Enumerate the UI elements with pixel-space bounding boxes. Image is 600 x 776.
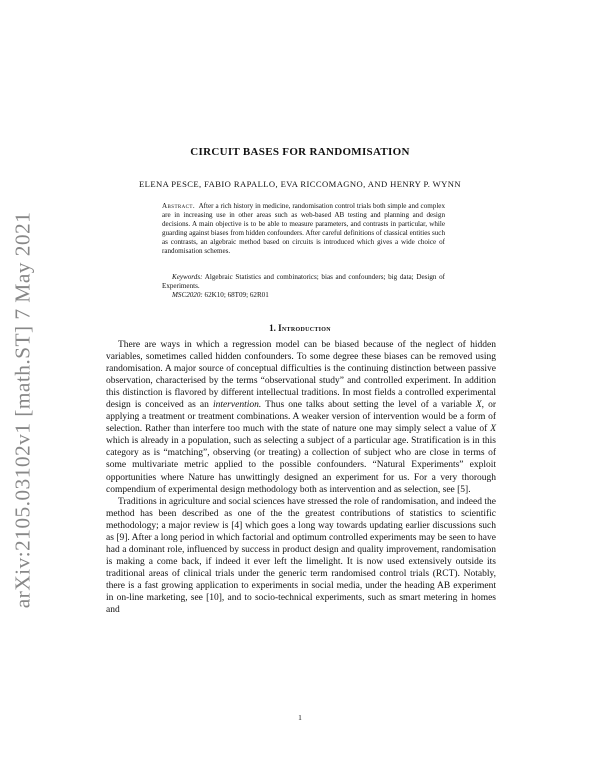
paragraph-1-text-b: Thus one talks about setting the level of a variable <box>265 400 472 411</box>
paragraph-1-text-d: which is already in a population, such as selecting a subject of a particular age. Stratification is in this category as is “matching”, observing (or treating) a collection of subject who are close in terms of some multivariate metric applied to the possible confounders. “Natural Experiments” exploit opportunities where Nature has unwittingly designed an experiment for us. For a very thorough compendium of experimental design methodology both as intervention and as selection, see [5]. <box>106 436 496 495</box>
msc-classification <box>172 291 445 300</box>
msc-label: MSC2020: <box>172 291 203 299</box>
keywords-label: Keywords: <box>172 273 203 281</box>
abstract-label: Abstract. <box>162 202 196 210</box>
paragraph-1-text-a: There are ways in which a regression model can be biased because of the neglect of hidden variables, sometimes called hidden confounders. To some degree these biases can be removed using randomisation. A major source of conceptual difficulties is the continuing distinction between passive observation, characterised by the terms “observational study” and controlled experiment. In addition this distinction is flavored by different intellectual traditions. In most fields a controlled experimental design is conceived as an <box>106 340 496 411</box>
variable-x: X <box>475 400 482 411</box>
paragraph-2: Traditions in agriculture and social sciences have stressed the role of randomisation, and indeed the method has been described as one of the the greatest contributions of statistics to scientific methodology; a major review is [4] which goes a long way towards updating earlier discussions such as [9]. After a long period in which factorial and optimum controlled experiments may be seen to have had a dominant role, influenced by success in product design and quality improvement, randomisation is making a come back, if indeed it ever left the limelight. It is now used extensively outside its traditional areas of clinical trials under the generic term randomised control trials (RCT). Notably, there is a fast growing application to experiments in social media, under the heading AB experiment in on-line marketing, see [10], and to socio-technical experiments, such as smart metering in homes and <box>106 496 496 616</box>
section-title: Introduction <box>278 323 331 333</box>
arxiv-stamp-text: arXiv:2105.03102v1 [math.ST] 7 May 2021 <box>10 211 35 609</box>
section-number: 1. <box>269 323 276 333</box>
author-list: ELENA PESCE, FABIO RAPALLO, EVA RICCOMAGNO, AND HENRY P. WYNN <box>139 179 461 189</box>
abstract <box>162 202 445 256</box>
section-heading <box>0 323 600 333</box>
variable-x: X <box>490 424 496 435</box>
abstract-text: After a rich history in medicine, randomisation control trials both simple and complex are in increasing use in other areas such as web-based AB testing and planning and design decisions. A main objective is to be able to measure parameters, and contrasts in particular, while guarding against biases from hidden confounders. After careful definitions of classical entities such as contrasts, an algebraic method based on circuits is introduced which gives a wide choice of randomisation schemes. <box>162 202 445 255</box>
keywords <box>162 273 445 291</box>
paper-title: CIRCUIT BASES FOR RANDOMISATION <box>190 146 410 158</box>
intervention-term: intervention. <box>212 400 262 411</box>
body-text <box>106 339 496 616</box>
keywords-text: Algebraic Statistics and combinatorics; bias and confounders; big data; Design of Experiments. <box>162 273 445 290</box>
paragraph-1-text-c: , or applying a treatment or treatment combinations. A weaker version of intervention would be a form of selection. Rather than interfere too much with the state of nature one may simply select a value of <box>106 400 497 435</box>
msc-codes: 62K10; 68T09; 62R01 <box>204 291 269 299</box>
page-number: 1 <box>298 713 302 722</box>
arxiv-stamp <box>8 190 38 630</box>
paragraph-1 <box>106 339 496 496</box>
